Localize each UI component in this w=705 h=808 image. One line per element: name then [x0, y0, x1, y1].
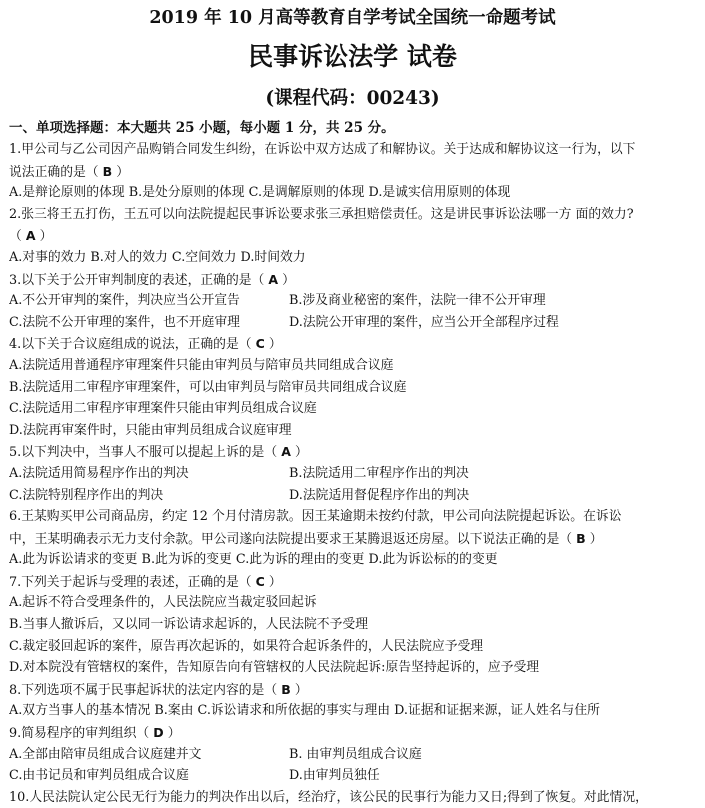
question-1-options: A.是辩论原则的体现 B.是处分原则的体现 C.是调解原则的体现 D.是诚实信用原则的体现 — [9, 185, 511, 201]
question-9-options-cd: C.由书记员和审判员组成合议庭 D.由审判员独任 — [9, 768, 380, 784]
question-6-options: A.此为诉讼请求的变更 B.此为诉的变更 C.此为诉的理由的变更 D.此为诉讼标的的变更 — [9, 552, 498, 568]
answer-3: A — [268, 271, 279, 287]
answer-9: D — [153, 725, 164, 741]
question-4-stem: 4.以下关于合议庭组成的说法，正确的是（ C ） — [9, 336, 282, 353]
question-3-options-ab: A.不公开审判的案件，判决应当公开宣告 B.涉及商业秘密的案件，法院一律不公开审理 — [9, 293, 546, 309]
question-5-stem: 5.以下判决中，当事人不服可以提起上诉的是（ A ） — [9, 444, 308, 461]
question-3-stem: 3.以下关于公开审判制度的表述，正确的是（ A ） — [9, 271, 295, 288]
answer-1: B — [102, 163, 113, 179]
question-2-stem: 2.张三将王五打伤，王五可以向法院提起民事诉讼要求张三承担赔偿责任。这是讲民事诉讼法哪一方 面的效力? — [9, 206, 634, 222]
section-title: 一、单项选择题：本大题共 25 小题，每小题 1 分，共 25 分。 — [9, 120, 395, 136]
question-4-option-d: D.法院再审案件时，只能由审判员组成合议庭审理 — [9, 422, 292, 438]
question-10-stem: 10.人民法院认定公民无行为能力的判决作出以后，经治疗，该公民的民事行为能力又日;得到了恢复。对此情况， — [9, 789, 648, 805]
question-7-option-b: B.当事人撤诉后，又以同一诉讼请求起诉的，人民法院不予受理 — [9, 617, 368, 633]
answer-4: C — [255, 336, 265, 352]
question-6-stem-cont: 中，王某明确表示无力支付余款。甲公司遂向法院提出要求王某腾退返还房屋。以下说法正确的是（ B ） — [9, 530, 603, 547]
question-5-options-cd: C.法院特别程序作出的判决 D.法院适用督促程序作出的判决 — [9, 487, 470, 503]
question-4-option-c: C.法院适用二审程序审理案件只能由审判员组成合议庭 — [9, 401, 317, 417]
question-9-options-ab: A.全部由陪审员组成合议庭建并文 B. 由审判员组成合议庭 — [9, 746, 422, 762]
question-7-stem: 7.下列关于起诉与受理的表述，正确的是（ C ） — [9, 573, 282, 590]
question-list — [9, 139, 699, 808]
question-1-stem-cont: 说法正确的是（ B ） — [9, 163, 130, 180]
question-4-option-b: B.法院适用二审程序审理案件，可以由审判员与陪审员共同组成合议庭 — [9, 379, 407, 395]
question-2-stem-cont: （ A ） — [9, 228, 53, 245]
question-6-stem: 6.王某购买甲公司商品房，约定 12 个月付清房款。因王某逾期未按约付款，甲公司向法院提起诉讼。在诉讼 — [9, 509, 622, 525]
question-7-option-d: D.对本院没有管辖权的案件，告知原告向有管辖权的人民法院起诉:原告坚持起诉的，应予受理 — [9, 660, 540, 676]
question-1-stem: 1.甲公司与乙公司因产品购销合同发生纠纷，在诉讼中双方达成了和解协议。关于达成和解协议这一行为，以下 — [9, 142, 636, 157]
question-2-options: A.对事的效力 B.对人的效力 C.空间效力 D.时间效力 — [9, 249, 306, 265]
question-3-options-cd: C.法院不公开审理的案件，也不开庭审理 D.法院公开审理的案件，应当公开全部程序过程 — [9, 314, 559, 330]
answer-2: A — [25, 228, 36, 244]
question-5-options-ab: A.法院适用简易程序作出的判决 B.法院适用二审程序作出的判决 — [9, 465, 469, 481]
question-8-options: A.双方当事人的基本情况 B.案由 C.诉讼请求和所依据的事实与理由 D.证据和证据来源，证人姓名与住所 — [9, 703, 600, 719]
course-code: (课程代码：00243) — [265, 88, 440, 109]
question-7-option-a: A.起诉不符合受理条件的，人民法院应当裁定驳回起诉 — [9, 595, 317, 611]
question-7-option-c: C.裁定驳回起诉的案件，原告再次起诉的，如果符合起诉条件的，人民法院应予受理 — [9, 638, 484, 654]
exam-line: 2019 年 10 月高等教育自学考试全国统一命题考试 — [149, 8, 556, 28]
answer-7: C — [255, 573, 265, 589]
answer-6: B — [576, 530, 586, 546]
answer-8: B — [281, 681, 291, 697]
question-8-stem: 8.下列选项不属于民事起诉状的法定内容的是（ B ） — [9, 681, 308, 698]
subject-title: 民事诉讼法学 试卷 — [248, 42, 457, 71]
answer-5: A — [281, 444, 291, 460]
question-4-option-a: A.法院适用普通程序审理案件只能由审判员与陪审员共同组成合议庭 — [9, 357, 394, 373]
question-9-stem: 9.简易程序的审判组织（ D ） — [9, 725, 181, 742]
